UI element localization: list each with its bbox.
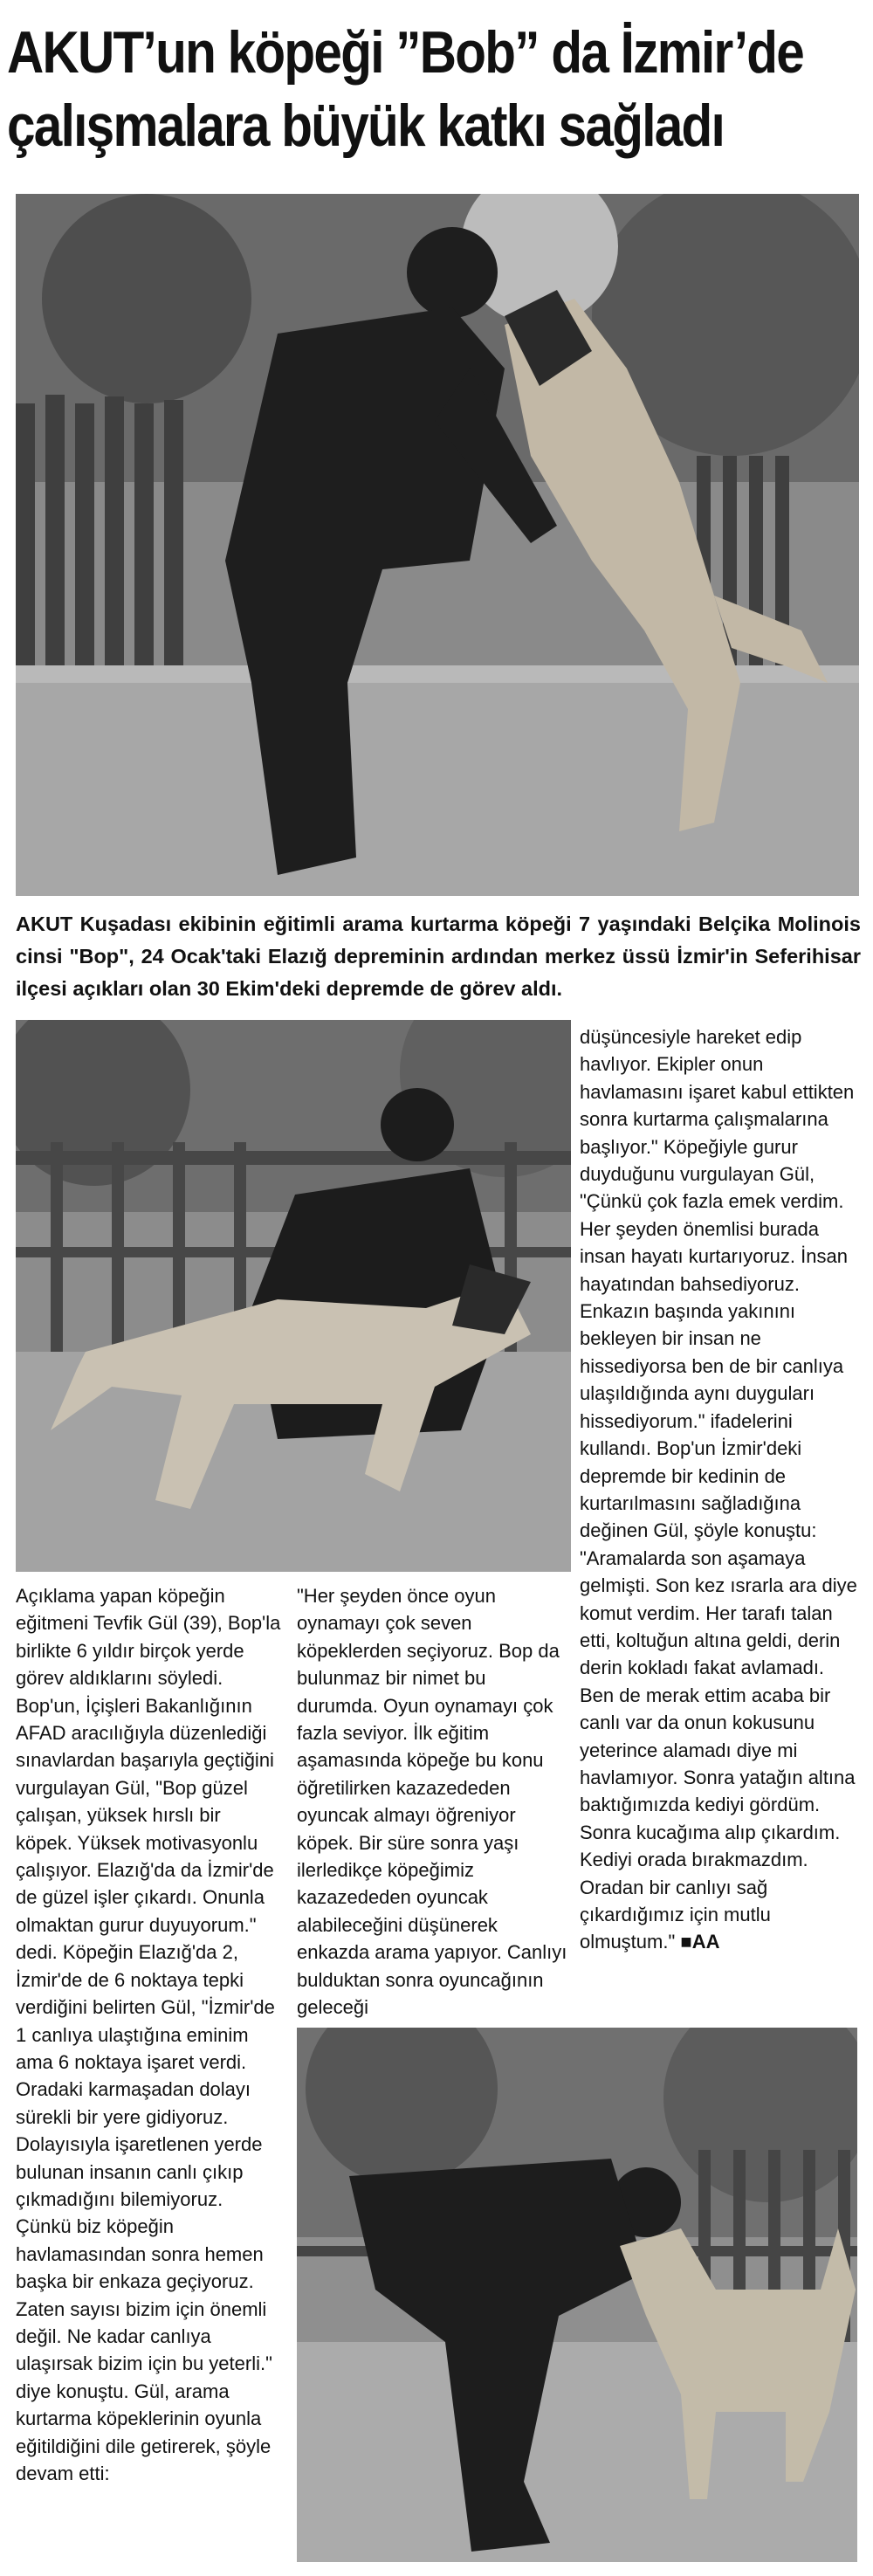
body-column-1: [16, 1582, 281, 2487]
main-photo: [16, 194, 859, 896]
headline-line-1: AKUT’un köpeği ”Bob” da İzmir’de: [7, 19, 804, 86]
article-headline: [7, 16, 804, 162]
body-column-3: [580, 1023, 861, 1956]
column-1-text: Açıklama yapan köpeğin eğitmeni Tevfik Gül (39), Bop'la birlikte 6 yıldır birçok yerde görev aldıklarını söyledi. Bop'un, İçişleri Bakanlığının AFAD aracılığıyla düzenlediği sınavlardan başarıyla geçtiğini vurgulayan Gül, "Bop güzel çalışan, yüksek hırslı bir köpek. Yüksek motivasyonlu çalışıyor. Elazığ'da da İzmir'de de güzel işler çıkardı. Onunla olmaktan gurur duyuyorum." dedi. Köpeğin Elazığ'da 2, İzmir'de de 6 noktaya tepki verdiğini belirten Gül, "İzmir'de 1 canlıya ulaştığına eminim ama 6 noktaya işaret verdi. Oradaki karmaşadan dolayı sürekli bir yere gidiyoruz. Dolayısıyla işaretlenen yerde bulunan insanın canlı çıkıp çıkmadığını bilemiyoruz. Çünkü biz köpeğin havlamasından sonra hemen başka bir enkaza geçiyoruz. Zaten sayısı bizim için önemli değil. Ne kadar canlıya ulaşırsak bizim için bu yeterli." diye konuştu. Gül, arama kurtarma köpeklerinin oyunla eğitildiğini dile getirerek, şöyle devam etti:: [16, 1585, 281, 2484]
column-3-text: düşüncesiyle hareket edip havlıyor. Ekipler onun havlamasını işaret kabul ettikten sonra kurtarma çalışmalarına başlıyor." Köpeğiyle gurur duyduğunu vurgulayan Gül, "Çünkü çok fazla emek verdim. Her şeyden önemlisi burada insan hayatı kurtarıyoruz. İnsan hayatından bahsediyoruz. Enkazın başında yakınını bekleyen bir insan ne hissediyorsa ben de bir canlıya ulaşıldığında aynı duyguları hissediyorum." ifadelerini kullandı. Bop'un İzmir'deki depremde bir kedinin de kurtarılmasını sağladığına değinen Gül, şöyle konuştu: "Aramalarda son aşamaya gelmişti. Son kez ısrarla ara diye komut verdim. Her tarafı talan etti, koltuğun altına geldi, derin derin kokladı fakat avlamadı. Ben de merak ettim acaba bir canlı var da onun kokusunu yeterince alamadı diye mi havlamıyor. Sonra yatağın altına baktığımızda kediyi gördüm. Sonra kucağıma alıp çıkardım. Kediyi orada bırakmazdım. Oradan bir canlıyı sağ çıkardığımız için mutlu olmuştum.": [580, 1026, 857, 1953]
trainer-hugging-dog-photo: [16, 1020, 571, 1572]
column-2-text: "Her şeyden önce oyun oynamayı çok seven köpeklerden seçiyoruz. Bop da bulunmaz bir nimet bu durumda. Oyun oynamayı çok fazla seviyor. İlk eğitim aşamasında köpeğe bu konu öğretilirken kazazededen oyuncak almayı öğreniyor köpek. Bir süre sonra yaşı ilerledikçe köpeğimiz kazazededen oyuncak alabileceğini düşünerek enkazda arama yapıyor. Canlıyı bulduktan sonra oyuncağının geleceği: [297, 1585, 567, 2019]
lead-paragraph: AKUT Kuşadası ekibinin eğitimli arama kurtarma köpeği 7 yaşındaki Belçika Molinois cinsi "Bop", 24 Ocak'taki Elazığ depreminin ardından merkez üssü İzmir'in Seferihisar ilçesi açıkları olan 30 Ekim'deki depremde de görev aldı.: [16, 913, 861, 1000]
body-column-2: [297, 1582, 571, 2022]
trainer-playing-with-dog-photo: [297, 2028, 857, 2562]
headline-line-2: çalışmalara büyük katkı sağladı: [7, 93, 725, 159]
news-agency-signature: ■AA: [680, 1931, 720, 1953]
